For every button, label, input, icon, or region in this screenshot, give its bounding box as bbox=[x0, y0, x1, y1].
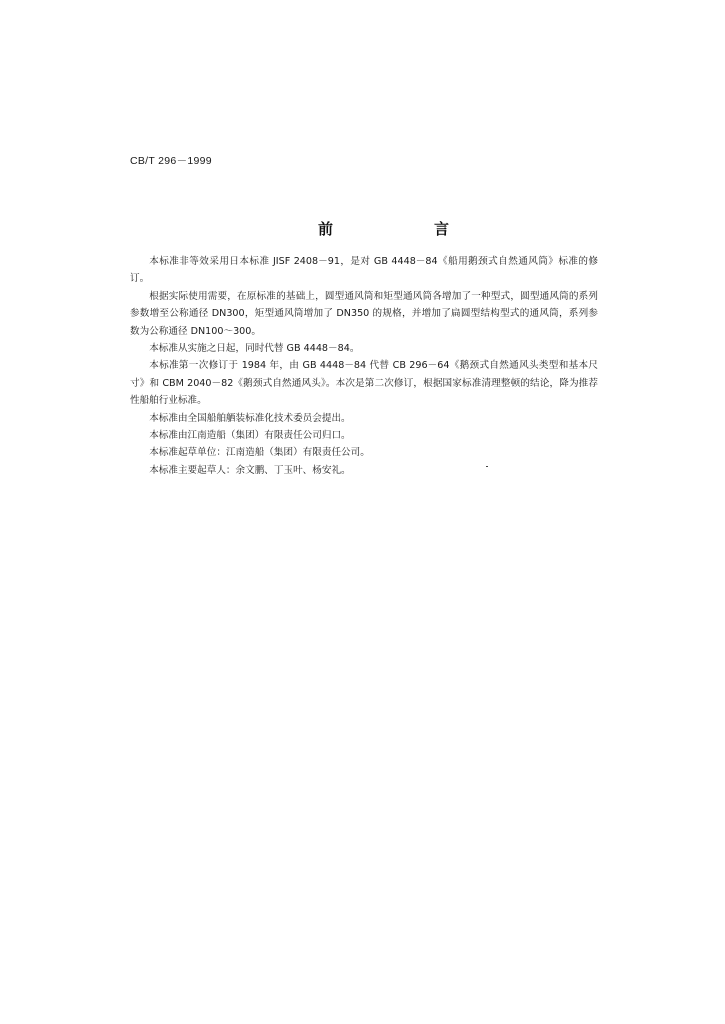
paragraph-changes: 根据实际使用需要，在原标准的基础上，圆型通风筒和矩型通风筒各增加了一种型式，圆型通风筒的系列参数增至公称通径 DN300，矩型通风筒增加了 DN350 的规格，并增加了扁圆型结构型式的通风筒，系列参数为公称通径 DN100～300。 bbox=[130, 290, 598, 337]
paragraph-proposer: 本标准由全国船舶舾装标准化技术委员会提出。 bbox=[149, 412, 351, 424]
paragraph-drafting-unit: 本标准起草单位：江南造船（集团）有限责任公司。 bbox=[149, 447, 370, 459]
scan-speck bbox=[486, 466, 488, 467]
foreword-body bbox=[130, 253, 598, 479]
paragraph-adoption: 本标准非等效采用日本标准 JISF 2408－91，是对 GB 4448－84《船用鹅颈式自然通风筒》标准的修订。 bbox=[130, 256, 598, 285]
paragraph-replacement: 本标准从实施之日起，同时代替 GB 4448－84。 bbox=[149, 343, 360, 355]
paragraph-history: 本标准第一次修订于 1984 年，由 GB 4448－84 代替 CB 296－64《鹅颈式自然通风头类型和基本尺寸》和 CBM 2040－82《鹅颈式自然通风头》。本次是第二次修订，根据国家标准清理整顿的结论，降为推荐性船舶行业标准。 bbox=[130, 360, 598, 407]
paragraph-administrator: 本标准由江南造船（集团）有限责任公司归口。 bbox=[149, 430, 351, 442]
page-title: 前 言 bbox=[318, 220, 493, 238]
standard-code-header: CB/T 296－1999 bbox=[130, 155, 212, 167]
paragraph-drafters: 本标准主要起草人：余文鹏、丁玉叶、杨安礼。 bbox=[149, 464, 351, 476]
